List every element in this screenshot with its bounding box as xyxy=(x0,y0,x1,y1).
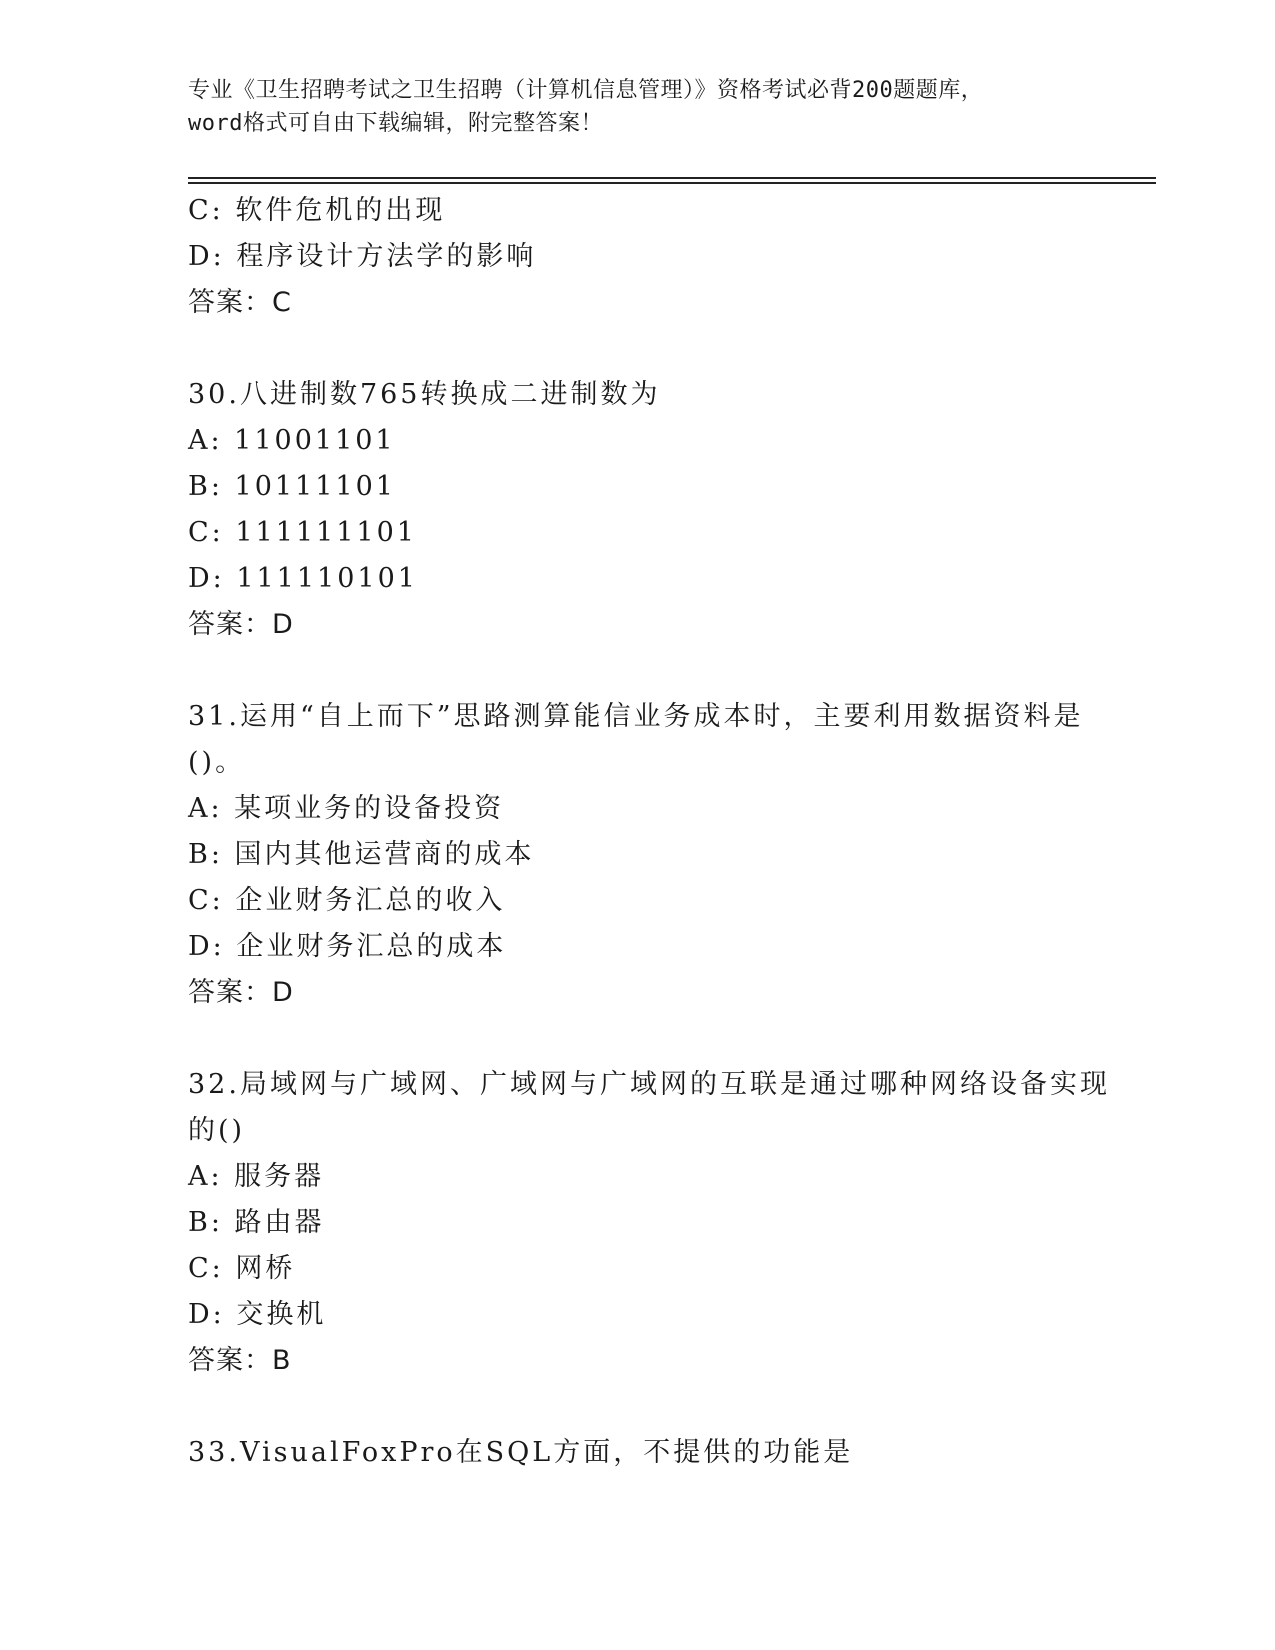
spacer xyxy=(188,1016,1088,1062)
option-d: D: 程序设计方法学的影响 xyxy=(188,241,537,272)
option-d: D: 111110101 xyxy=(188,563,418,594)
option-c: C: 111111101 xyxy=(188,517,417,548)
question-stem: 30.八进制数765转换成二进制数为 xyxy=(188,379,661,410)
header-divider-top xyxy=(188,177,1156,179)
question-32 xyxy=(188,1062,1110,1384)
answer-line: 答案：C xyxy=(188,287,292,318)
question-stem-line-2: 的() xyxy=(188,1115,246,1146)
header-line-1: 专业《卫生招聘考试之卫生招聘（计算机信息管理）》资格考试必背200题题库， xyxy=(188,78,984,103)
question-33 xyxy=(188,1430,1088,1476)
option-a: A: 服务器 xyxy=(188,1161,325,1192)
question-stem-line-1: 31.运用“自上而下”思路测算能信业务成本时，主要利用数据资料是 xyxy=(188,701,1084,732)
header-line-2: word格式可自由下载编辑，附完整答案！ xyxy=(188,111,603,136)
option-a: A: 11001101 xyxy=(188,425,396,456)
spacer xyxy=(188,648,1088,694)
option-a: A: 某项业务的设备投资 xyxy=(188,793,505,824)
question-stem-line-2: ()。 xyxy=(188,747,246,778)
option-c: C: 企业财务汇总的收入 xyxy=(188,885,506,916)
answer-line: 答案：D xyxy=(188,977,294,1008)
question-30 xyxy=(188,372,1088,648)
option-c: C: 软件危机的出现 xyxy=(188,195,446,226)
spacer xyxy=(188,1384,1088,1430)
question-stem-line-1: 32.局域网与广域网、广域网与广域网的互联是通过哪种网络设备实现 xyxy=(188,1069,1110,1100)
spacer xyxy=(188,326,1088,372)
question-31 xyxy=(188,694,1088,1016)
option-d: D: 交换机 xyxy=(188,1299,327,1330)
answer-line: 答案：D xyxy=(188,609,294,640)
answer-line: 答案：B xyxy=(188,1345,292,1376)
option-b: B: 10111101 xyxy=(188,471,396,502)
document-header xyxy=(188,74,1088,140)
header-divider-bottom xyxy=(188,182,1156,184)
question-29-tail xyxy=(188,188,1088,326)
option-c: C: 网桥 xyxy=(188,1253,296,1284)
question-list xyxy=(188,188,1110,1476)
option-d: D: 企业财务汇总的成本 xyxy=(188,931,507,962)
option-b: B: 国内其他运营商的成本 xyxy=(188,839,535,870)
question-stem: 33.VisualFoxPro在SQL方面，不提供的功能是 xyxy=(188,1437,854,1468)
option-b: B: 路由器 xyxy=(188,1207,325,1238)
